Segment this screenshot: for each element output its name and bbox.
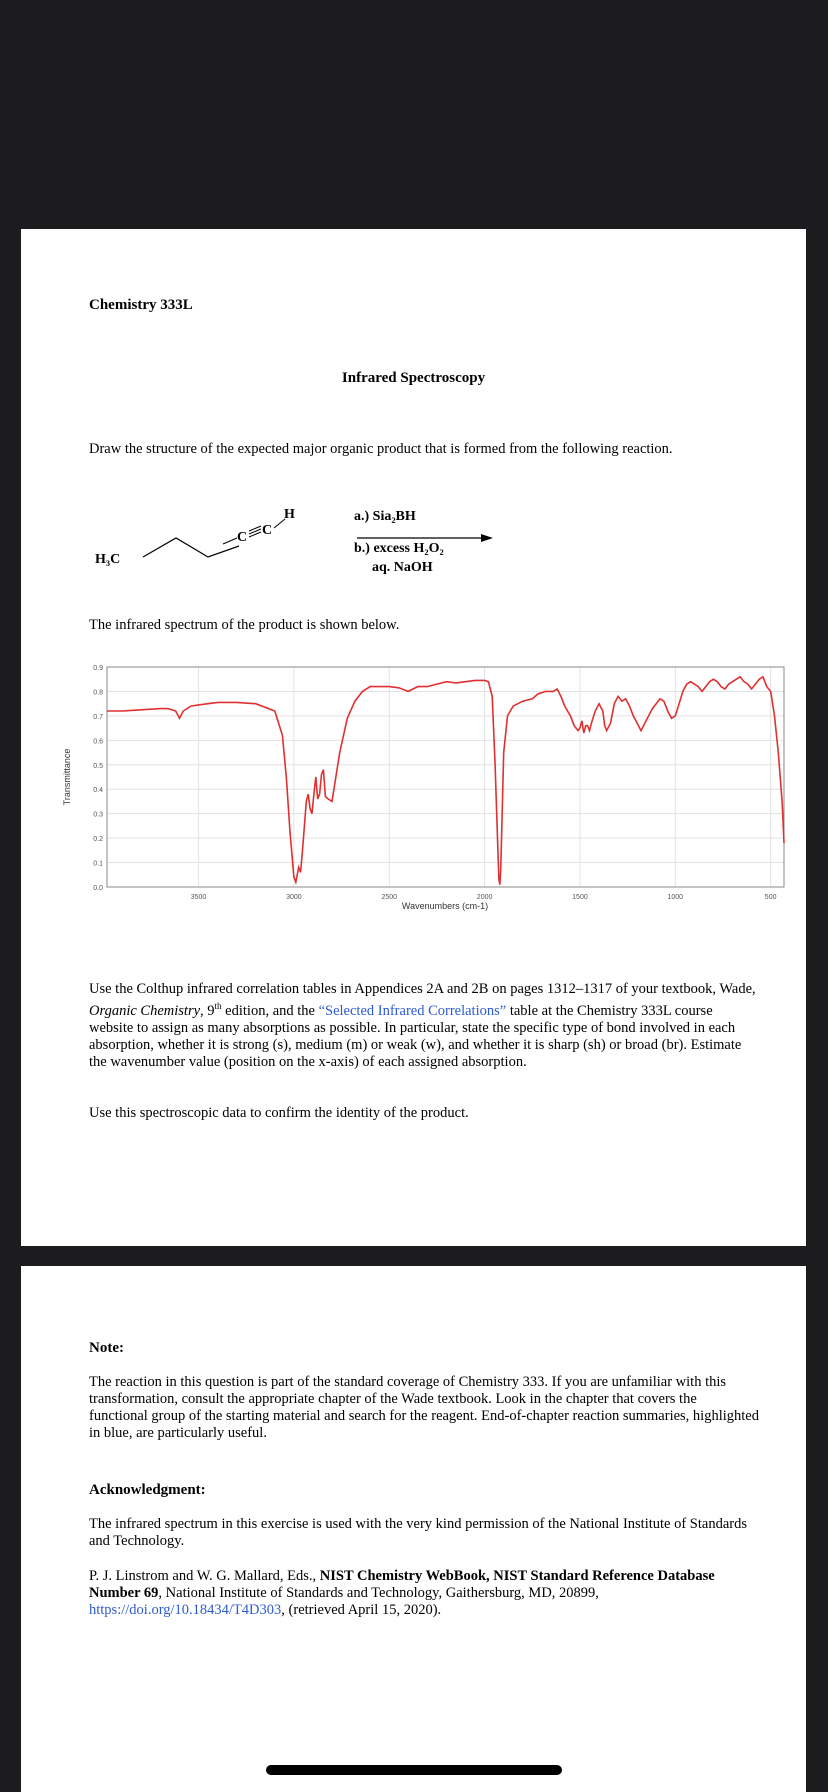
- reference-text: , National Institute of Standards and Technology, Gaithersburg, MD, 20899,: [158, 1585, 599, 1601]
- y-tick-label: 0.4: [93, 787, 103, 795]
- spectrum-intro: The infrared spectrum of the product is shown below.: [89, 617, 400, 633]
- instructions-text: , 9: [200, 1002, 215, 1019]
- terminal-h-label: H: [284, 507, 295, 522]
- ir-spectrum-chart: [62, 653, 795, 923]
- spectrum-series-line: [107, 677, 784, 885]
- selected-ir-correlations-link[interactable]: “Selected Infrared Correlations”: [318, 1002, 507, 1019]
- textbook-title: Organic Chemistry: [89, 1002, 201, 1019]
- alkyne-carbon-2-label: C: [262, 523, 273, 538]
- reagent-step-a: a.) Sia₂BH: [354, 509, 416, 524]
- reagent-step-b: b.) excess H₂O₂: [354, 541, 444, 556]
- alkyne-carbon-1-label: C: [237, 530, 248, 545]
- x-axis-label: Wavenumbers (cm-1): [401, 901, 489, 911]
- y-tick-labels: [93, 665, 103, 892]
- instructions-text: Use the Colthup infrared correlation tables in Appendices 2A and 2B on pages 1312–1317 of your textbook, Wade,: [89, 981, 756, 997]
- reference-text: , (retrieved April 15, 2020).: [281, 1602, 442, 1618]
- y-tick-label: 0.0: [93, 885, 103, 892]
- reagent-step-b-base: aq. NaOH: [372, 560, 433, 575]
- x-tick-label: 1500: [572, 894, 588, 901]
- nist-reference: [89, 1568, 759, 1619]
- y-tick-label: 0.9: [93, 665, 103, 672]
- doi-link[interactable]: https://doi.org/10.18434/T4D303: [89, 1602, 282, 1618]
- x-tick-label: 1000: [667, 894, 684, 901]
- confirm-instruction: Use this spectroscopic data to confirm the identity of the product.: [89, 1105, 469, 1121]
- reaction-arrowhead: [481, 534, 493, 542]
- worksheet-page-2: [21, 1266, 806, 1792]
- y-tick-label: 0.1: [93, 860, 103, 868]
- x-tick-labels: [191, 894, 777, 901]
- x-tick-label: 3500: [190, 894, 207, 901]
- home-indicator[interactable]: [266, 1765, 562, 1775]
- triple-bond-line: [223, 538, 237, 544]
- acknowledgment-text: The infrared spectrum in this exercise is used with the very kind permission of the National Institute of Standards and Technology.: [89, 1516, 747, 1549]
- plot-frame: [107, 667, 784, 887]
- x-tick-label: 3000: [286, 894, 302, 901]
- course-name: Chemistry 333L: [89, 297, 193, 313]
- chart-grid: [107, 667, 784, 887]
- note-text: The reaction in this question is part of the standard coverage of Chemistry 333. If you are unfamiliar with this transformation, consult the appropriate chapter of the Wade textbook. Look in the chapter that covers the functional group of the starting material and search for the reagent. End-of-chapter reaction summaries, highlighted in blue, are particularly useful.: [89, 1374, 759, 1441]
- reference-text: P. J. Linstrom and W. G. Mallard, Eds.,: [89, 1568, 320, 1584]
- y-tick-label: 0.7: [93, 713, 103, 721]
- edition-superscript: th: [214, 1001, 222, 1011]
- carbon-chain-bond: [143, 538, 239, 557]
- x-tick-label: 500: [764, 894, 777, 901]
- methyl-label: H₃C: [95, 552, 121, 567]
- x-tick-label: 2500: [381, 894, 398, 901]
- reaction-scheme: [81, 491, 521, 581]
- instructions-text: edition, and the: [221, 1002, 319, 1019]
- instructions-paragraph: [89, 981, 759, 1071]
- y-tick-label: 0.8: [93, 689, 103, 697]
- reference-source-title: NIST Chemistry WebBook, NIST Standard Reference Database Number 69: [89, 1568, 715, 1601]
- acknowledgment-heading: Acknowledgment:: [89, 1482, 206, 1498]
- reaction-prompt: Draw the structure of the expected major organic product that is formed from the following reaction.: [89, 441, 673, 457]
- y-tick-label: 0.6: [93, 738, 103, 746]
- y-tick-label: 0.5: [93, 762, 103, 770]
- y-tick-label: 0.3: [93, 811, 103, 819]
- note-heading: Note:: [89, 1340, 124, 1356]
- page-title: Infrared Spectroscopy: [341, 370, 486, 386]
- worksheet-page-1: [21, 229, 806, 1246]
- x-tick-label: 2000: [476, 894, 493, 901]
- instructions-text: table at the Chemistry 333L course website to assign as many absorptions as possible. In particular, state the specific type of bond involved in each absorption, whether it is strong (s), medium (m) or weak (w), and whether it is sharp (sh) or broad (br). Estimate the wavenumber value (position on the x-axis) of each assigned absorption.: [89, 1002, 742, 1070]
- y-tick-label: 0.2: [93, 836, 103, 844]
- y-axis-label: Transmittance: [62, 748, 72, 806]
